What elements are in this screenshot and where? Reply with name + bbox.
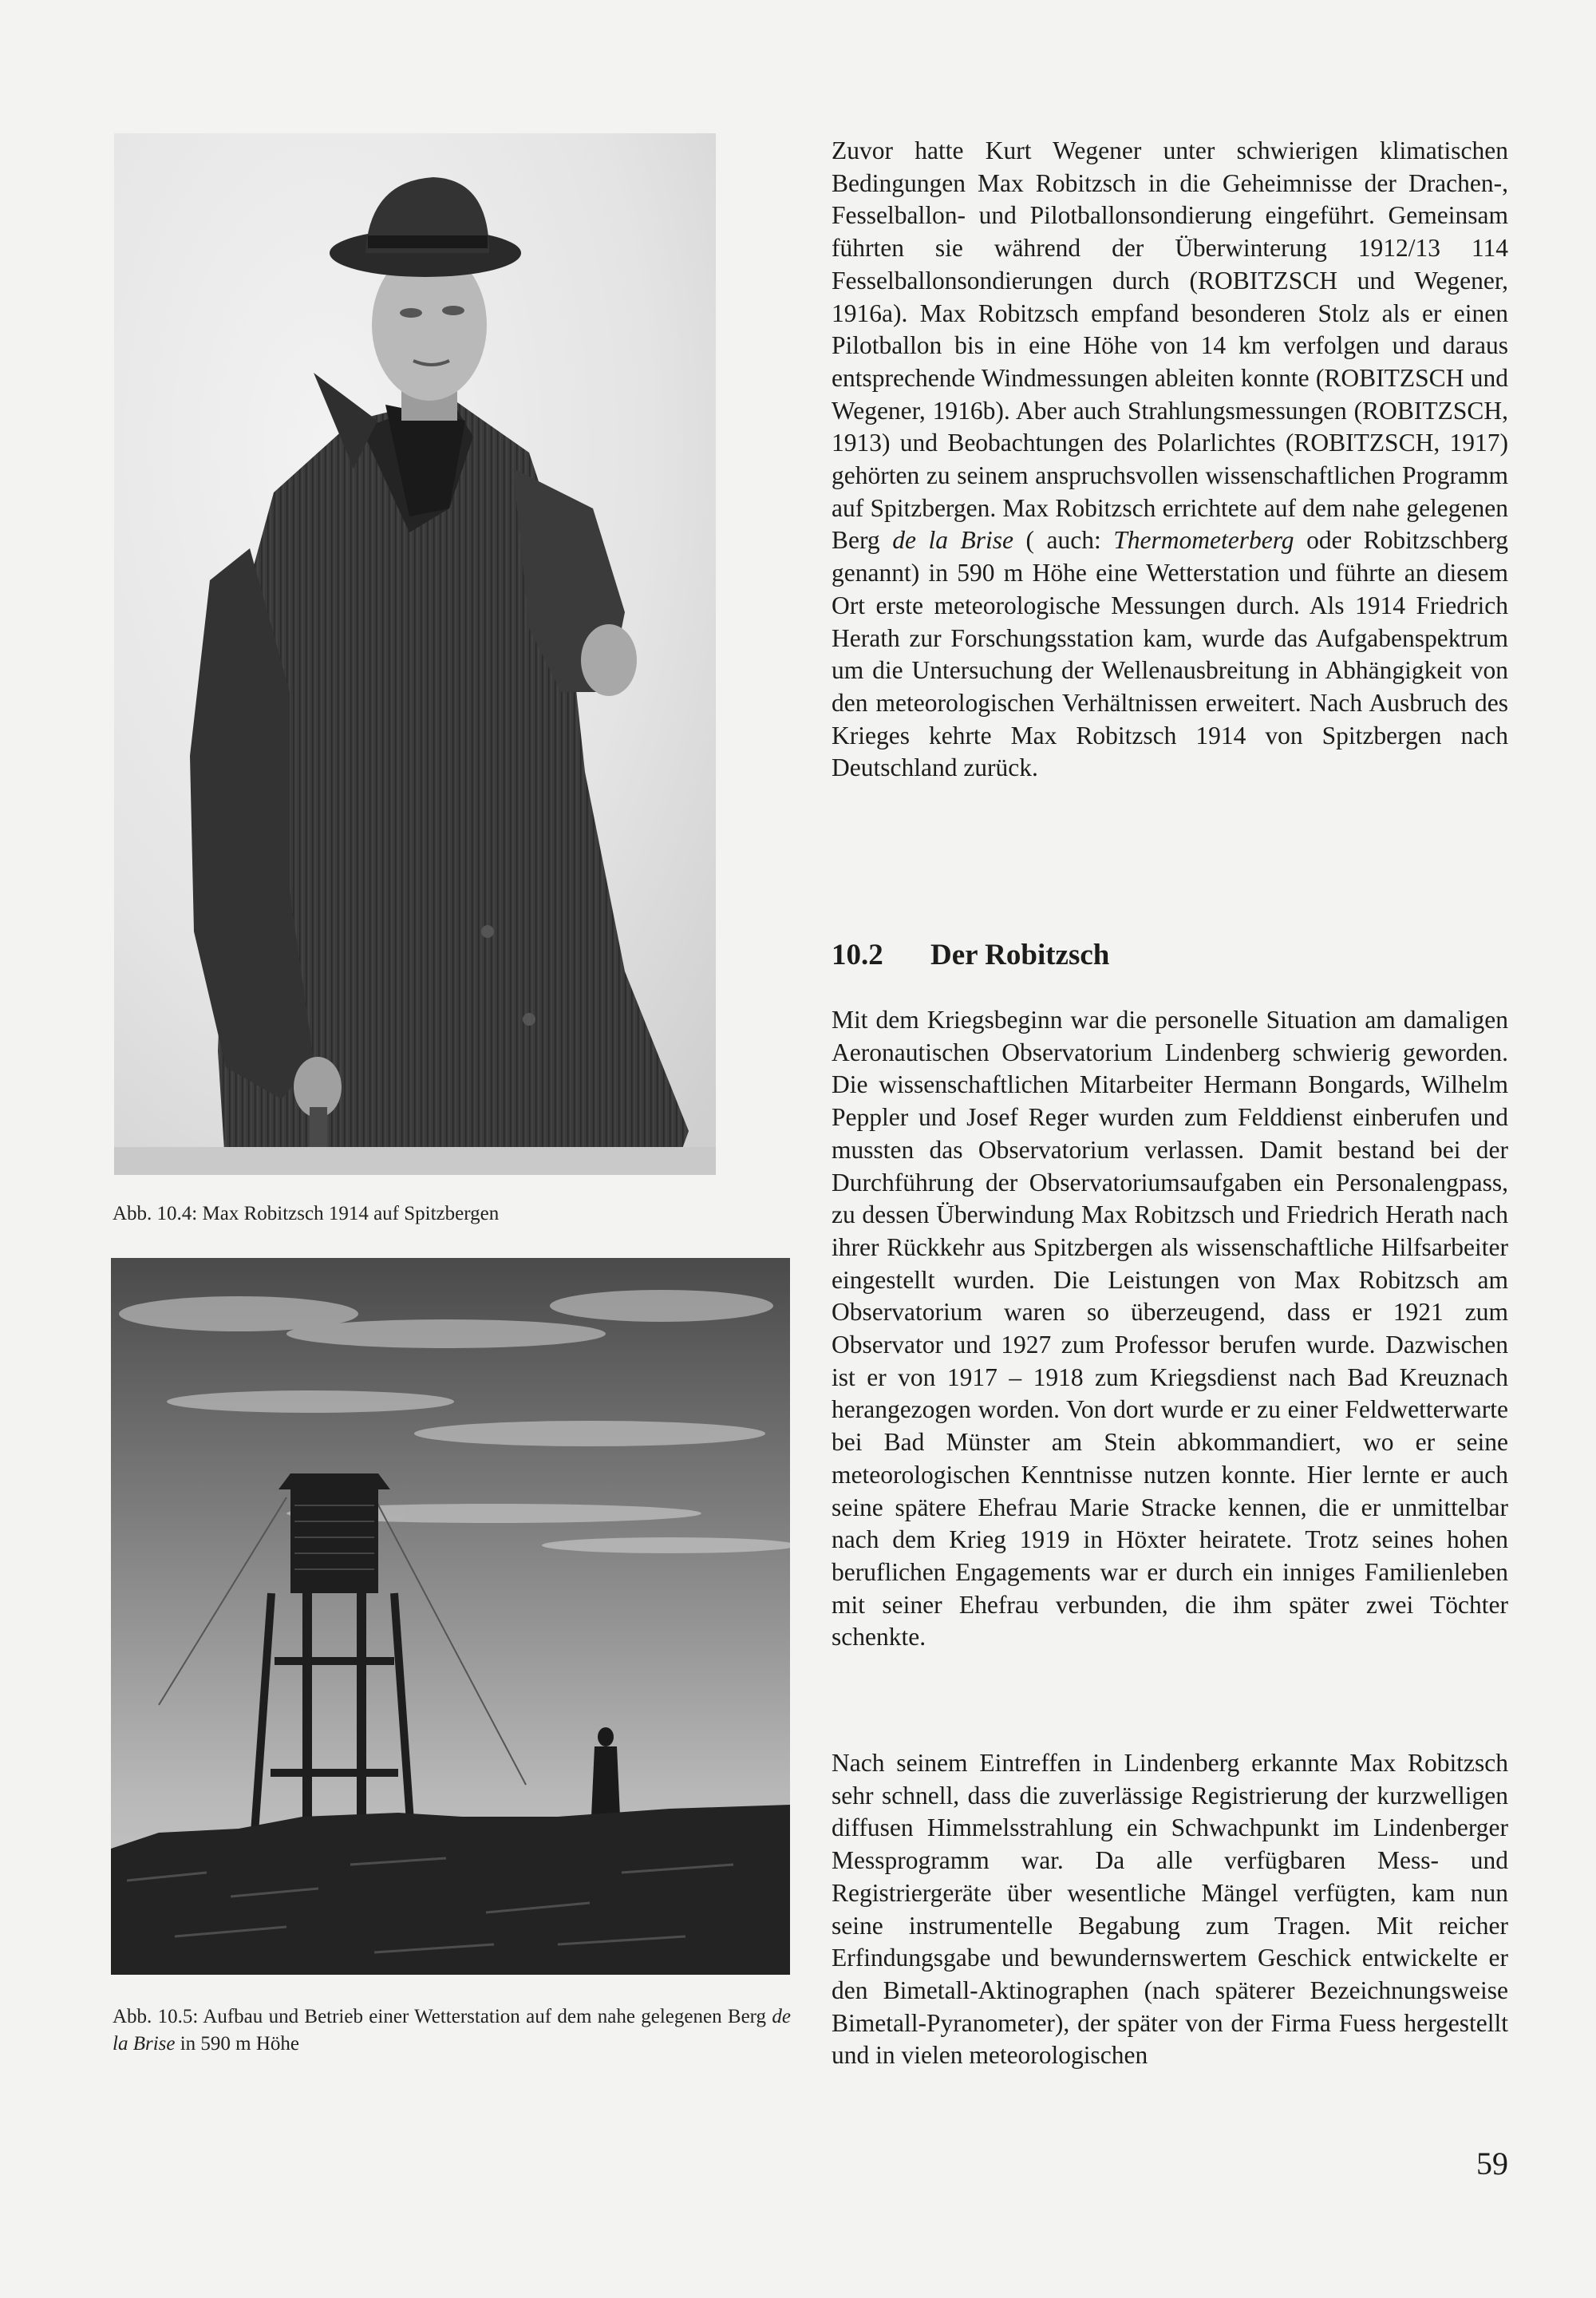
section-number: 10.2 (832, 939, 883, 971)
paragraph-lindenberg-observatory: Mit dem Kriegsbeginn war die personelle Situation am damaligen Aeronautischen Observatorium Lindenberg schwierig geworden. Die wissenschaftlichen Mitarbeiter Hermann Bongards, Wilhelm Peppler und Josef Reger wurden zum Felddienst einberufen und mussten das Observatorium verlassen. Damit bestand bei der Durchführung der Observatoriumsaufgaben ein Personalengpass, zu dessen Überwindung Max Robitzsch und Friedrich Herath nach ihrer Rückkehr aus Spitzbergen als wissenschaftliche Hilfsarbeiter eingestellt wurden. Die Leistungen von Max Robitzsch am Observatorium waren so überzeugend, dass er 1921 zum Observator und 1927 zum Professor berufen wurde. Dazwischen ist er von 1917 – 1918 zum Kriegsdienst nach Bad Kreuznach herangezogen worden. Von dort wurde er zu einer Feldwetterwarte bei Bad Münster am Stein abkommandiert, wo er seine meteorologischen Kenntnisse nutzen konnte. Hier lernte er auch seine spätere Ehefrau Marie Stracke kennen, die er unmittelbar nach dem Krieg 1919 in Höxter heiratete. Trotz seines hohen beruflichen Engagements war er durch ein inniges Familienleben mit seiner Ehefrau verbunden, die ihm später zwei Töchter schenkte. (832, 1006, 1508, 1651)
figure-caption-10-4: Abb. 10.4: Max Robitzsch 1914 auf Spitzbergen (113, 1203, 500, 1224)
paragraph-1-text-c: oder Robitzschberg genannt) in 590 m Höhe eine Wetterstation und führte an diesem Ort erste meteorologische Messungen durch. Als 1914 Friedrich Herath zur Forschungsstation kam, wurde das Aufgabenspektrum um die Untersuchung der Wellenausbreitung in Abhängigkeit von den meteorologischen Verhältnissen erweitert. Nach Ausbruch des Krieges kehrte Max Robitzsch 1914 von Spitzbergen nach Deutschland zurück. (832, 526, 1508, 782)
caption-text-prefix: Abb. 10.5: Aufbau und Betrieb einer Wetterstation auf dem nahe gelegenen Berg (113, 2006, 772, 2027)
section-heading (832, 935, 1508, 975)
paragraph-1-text-b: ( auch: (1013, 526, 1114, 555)
photo-weather-station-de-la-brise (111, 1258, 790, 1975)
page-number: 59 (1476, 2146, 1508, 2181)
paragraph-robitzsch-spitzbergen (832, 135, 1508, 785)
caption-text-suffix: in 590 m Höhe (175, 2033, 300, 2055)
caption-text-italic: de la Brise (113, 2006, 791, 2055)
paragraph-1-italic-thermometerberg: Thermometerberg (1113, 526, 1294, 555)
paragraph-bimetall-aktinograph: Nach seinem Eintreffen in Lindenberg erkannte Max Robitzsch sehr schnell, dass die zuverlässige Registrierung der kurzwelligen diffusen Himmelsstrahlung ein Schwachpunkt im Lindenberger Messprogramm war. Da alle verfügbaren Mess- und Registriergeräte über wesentliche Mängel verfügten, kam nun seine instrumentelle Begabung zum Tragen. Mit reicher Erfindungsgabe und bewundernswertem Geschick entwickelte er den Bimetall-Aktinographen (nach späterer Bezeichnungsweise Bimetall-Pyranometer), der später von der Firma Fuess hergestellt und in vielen meteorologischen (832, 1749, 1508, 2070)
section-title: Der Robitzsch (930, 939, 1110, 971)
paragraph-1-italic-de-la-brise: de la Brise (892, 526, 1013, 555)
paragraph-1-text-a: Zuvor hatte Kurt Wegener unter schwierigen klimatischen Bedingungen Max Robitzsch in die Geheimnisse der Drachen-, Fesselballon- und Pilotballonsondierung eingeführt. Gemeinsam führten sie während der Überwinterung 1912/13 114 Fesselballonsondierungen durch (ROBITZSCH und Wegener, 1916a). Max Robitzsch empfand besonderen Stolz als er einen Pilotballon bis in eine Höhe von 14 km verfolgen und daraus entsprechende Windmessungen ableiten konnte (ROBITZSCH und Wegener, 1916b). Aber auch Strahlungsmessungen (ROBITZSCH, 1913) und Beobachtungen des Polarlichtes (ROBITZSCH, 1917) gehörten zu seinem anspruchsvollen wissenschaftlichen Programm auf Spitzbergen. Max Robitzsch errichtete auf dem nahe gelegenen Berg (832, 136, 1508, 555)
photo-max-robitzsch-portrait (114, 133, 716, 1175)
figure-caption-10-5 (113, 2003, 791, 2058)
